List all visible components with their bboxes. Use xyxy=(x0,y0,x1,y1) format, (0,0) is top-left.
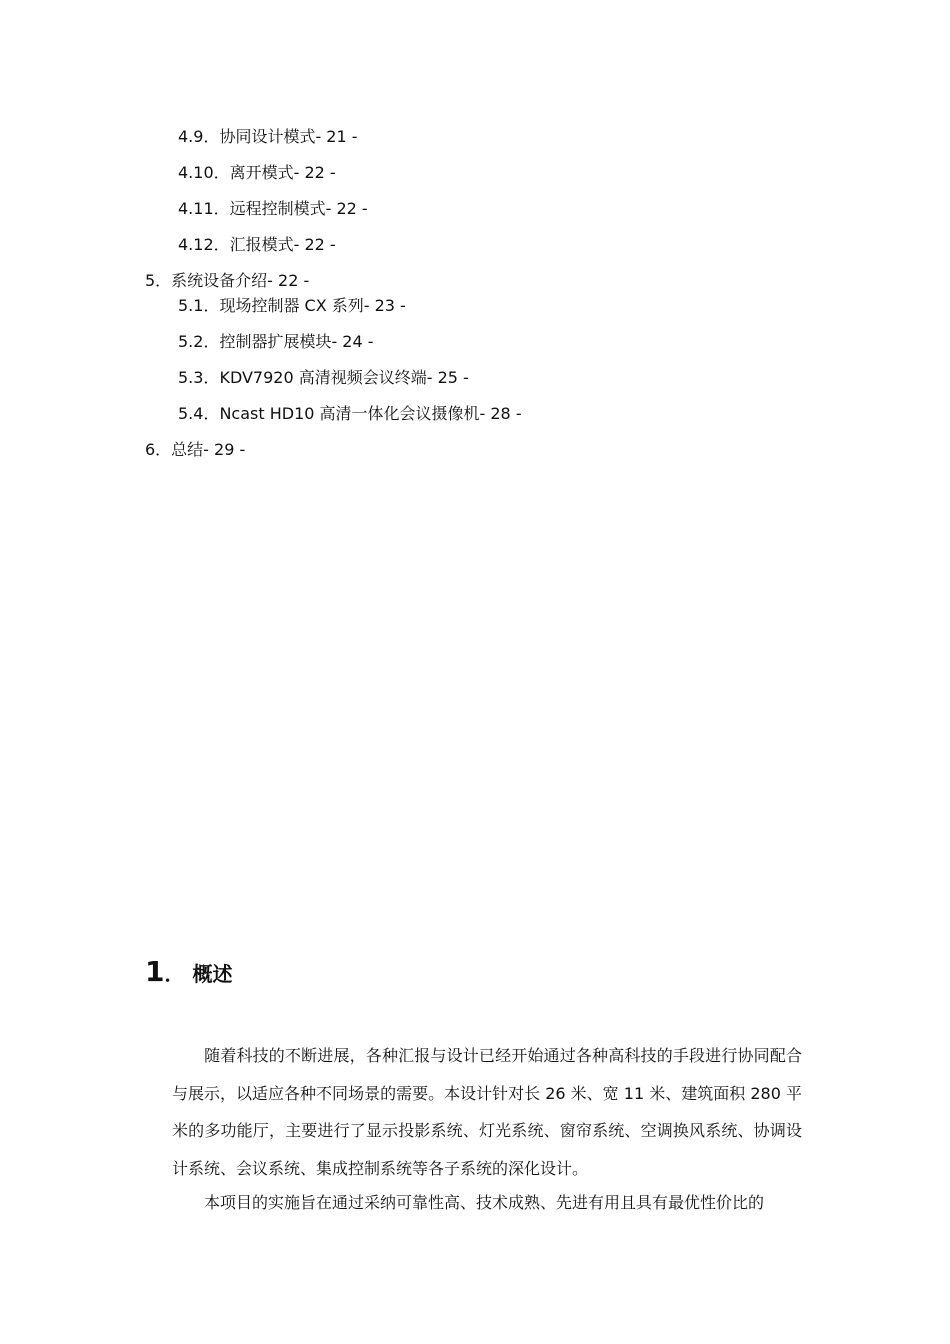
toc-entry-5-1[interactable]: 5.1．现场控制器 CX 系列- 23 - xyxy=(178,296,406,315)
toc-entry-4-10[interactable]: 4.10．离开模式- 22 - xyxy=(178,163,336,182)
section-title: 概述 xyxy=(192,962,233,986)
section-number-separator: ． xyxy=(164,962,185,986)
toc-entry-5-2[interactable]: 5.2．控制器扩展模块- 24 - xyxy=(178,332,374,351)
paragraph-text: 随着科技的不断进展，各种汇报与设计已经开始通过各种高科技的手段进行协同配合与展示，以适应各种不同场景的需要。本设计针对长 26 米、宽 11 米、建筑面积 280 平米的多功能厅，主要进行了显示投影系统、灯光系统、窗帘系统、空调换风系统、协调设计系统、会议系统、集成控制系统等各子系统的深化设计。 xyxy=(172,1046,802,1178)
toc-entry-5-3[interactable]: 5.3．KDV7920 高清视频会议终端- 25 - xyxy=(178,368,469,387)
section-number: 1 xyxy=(145,955,165,988)
section-heading xyxy=(145,955,232,988)
toc-entry-4-11[interactable]: 4.11．远程控制模式- 22 - xyxy=(178,199,368,218)
toc-entry-4-12[interactable]: 4.12．汇报模式- 22 - xyxy=(178,235,336,254)
toc-entry-4-9[interactable]: 4.9．协同设计模式- 21 - xyxy=(178,127,358,146)
toc-entry-6[interactable]: 6．总结- 29 - xyxy=(145,440,246,459)
toc-entry-5-4[interactable]: 5.4．Ncast HD10 高清一体化会议摄像机- 28 - xyxy=(178,404,522,423)
body-paragraph xyxy=(172,1037,802,1187)
body-paragraph xyxy=(172,1184,802,1222)
paragraph-text: 本项目的实施旨在通过采纳可靠性高、技术成熟、先进有用且具有最优性价比的 xyxy=(204,1193,765,1212)
toc-entry-5[interactable]: 5．系统设备介绍- 22 - xyxy=(145,271,310,290)
